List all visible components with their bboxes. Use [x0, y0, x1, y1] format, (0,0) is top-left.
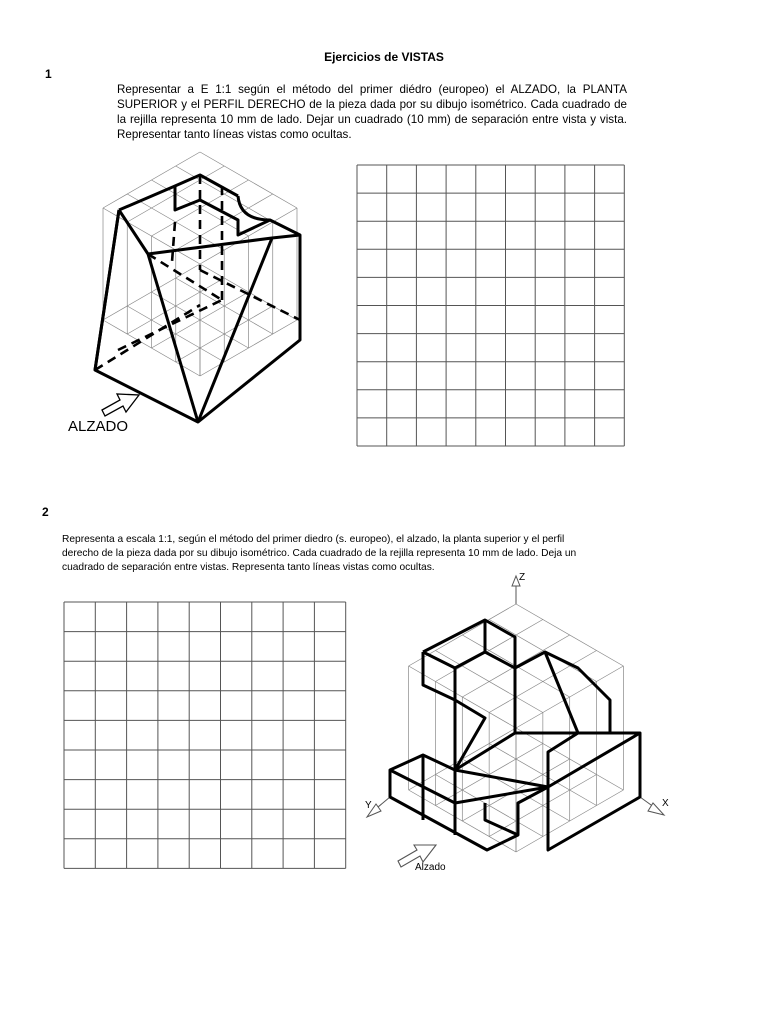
exercise-2-number: 2 — [42, 505, 49, 519]
exercise-2-alzado-label: Alzado — [415, 862, 446, 873]
alzado-direction-arrow — [102, 394, 139, 416]
exercise-2-answer-grid — [64, 602, 346, 868]
exercise-1-alzado-label: ALZADO — [68, 418, 129, 435]
exercise-1-number: 1 — [45, 67, 52, 81]
y-axis-label: Y — [365, 800, 372, 811]
exercise-1-answer-grid — [357, 165, 624, 446]
z-axis-label: Z — [519, 572, 526, 583]
exercise-1-statement: Representar a E 1:1 según el método del primer diédro (europeo) el ALZADO, la PLANTA SUPERIOR y el PERFIL DERECHO de la pieza dada por su dibujo isométrico. Cada cuadrado de la rejilla representa 10 mm de lado. Dejar un cuadrado (10 mm) de separación entre vista y vista. Representar tanto líneas vistas como ocultas. — [117, 83, 627, 141]
x-axis-label: X — [662, 798, 669, 809]
exercise-1-isometric-piece — [95, 152, 300, 422]
page-title: Ejercicios de VISTAS — [324, 50, 444, 64]
exercise-2-isometric-piece — [367, 576, 664, 867]
exercise-2-statement: Representa a escala 1:1, según el método del primer diedro (s. europeo), el alzado, la planta superior y el perfil derecho de la pieza dada por su dibujo isométrico. Cada cuadrado de la rejilla representa 10 mm de lado. Deja un cuadrado de separación entre vistas. Representa tanto líneas vistas como ocultas. — [62, 534, 577, 573]
